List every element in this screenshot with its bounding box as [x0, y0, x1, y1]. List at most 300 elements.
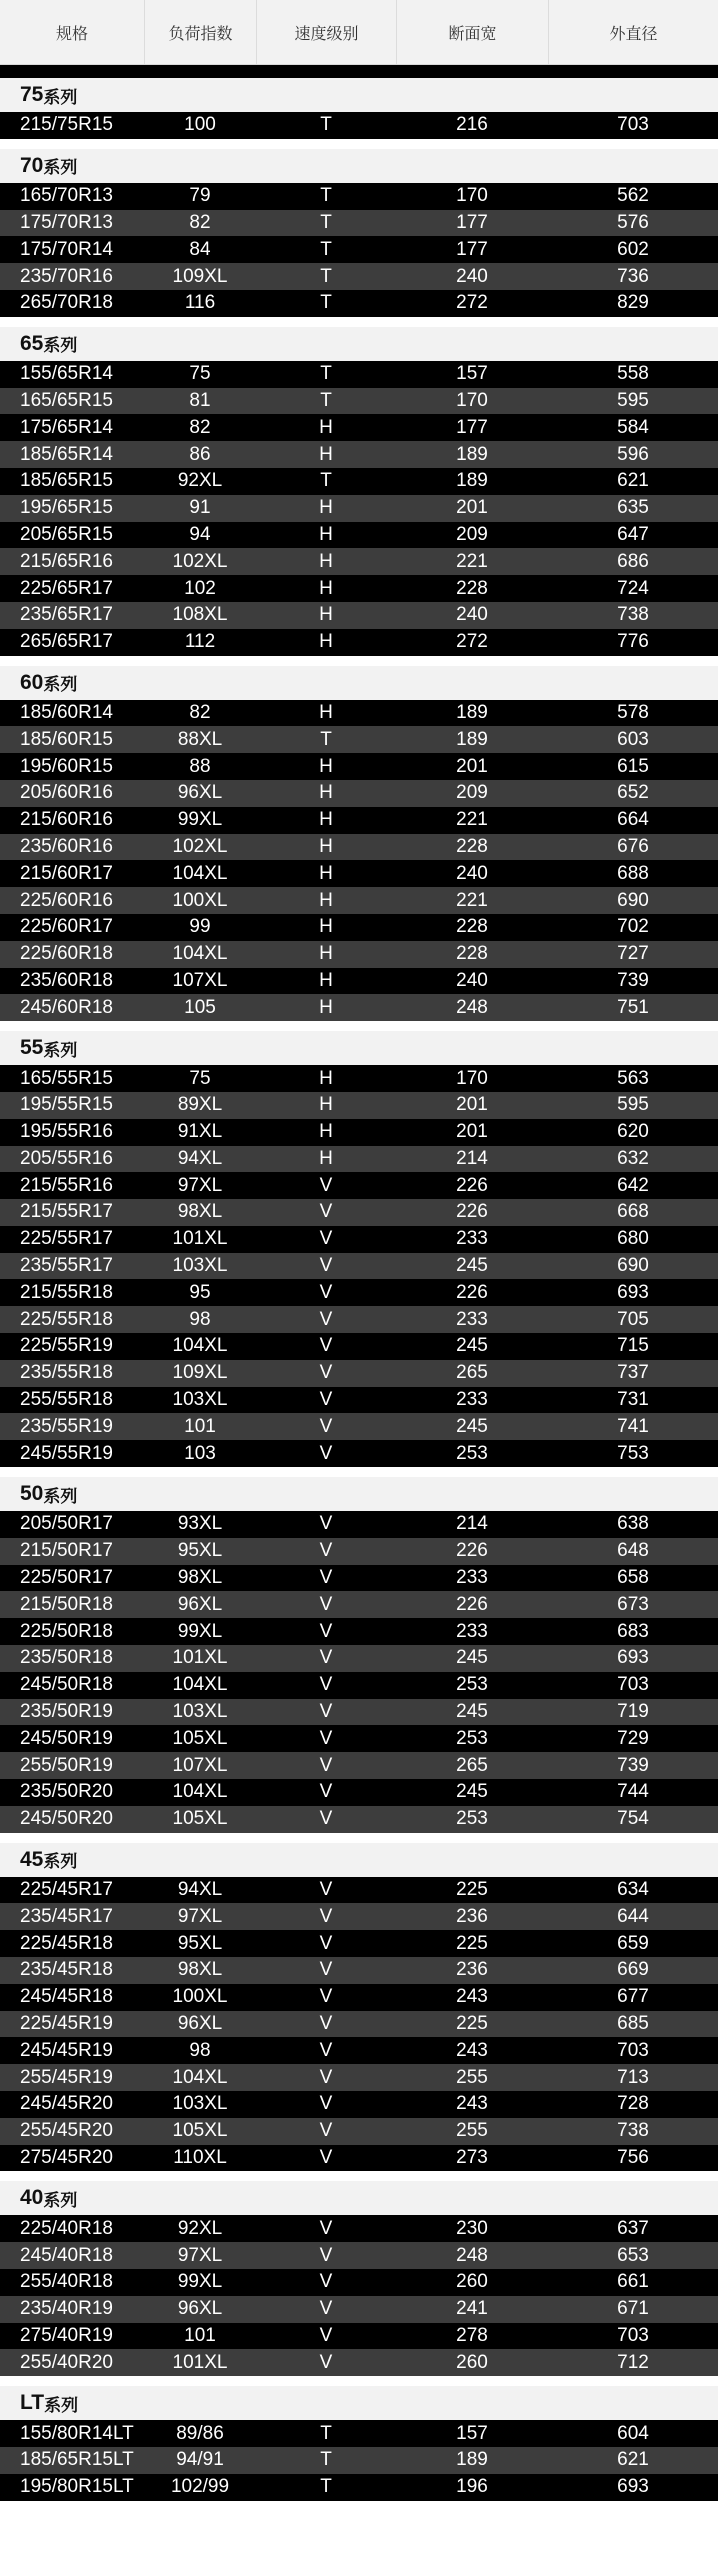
outer-diameter-cell: 680	[617, 1228, 649, 1250]
series-suffix: 系列	[44, 2395, 79, 2415]
speed-rating-cell: H	[319, 577, 333, 599]
load-index-cell: 102XL	[172, 550, 228, 572]
table-row	[0, 548, 718, 575]
spec-cell: 195/60R15	[20, 755, 113, 777]
outer-diameter-cell: 653	[617, 2244, 649, 2266]
section-width-cell: 278	[456, 2324, 488, 2346]
spec-cell: 245/50R18	[20, 1674, 113, 1696]
outer-diameter-cell: 683	[617, 1620, 649, 1642]
table-row	[0, 1279, 718, 1306]
spec-cell: 155/65R14	[20, 363, 113, 385]
load-index-cell: 103XL	[172, 1701, 228, 1723]
speed-rating-cell: V	[319, 1415, 333, 1437]
spec-cell: 235/60R18	[20, 969, 113, 991]
series-title	[0, 78, 718, 112]
group-spacer	[0, 656, 718, 666]
section-width-cell: 157	[456, 363, 488, 385]
speed-rating-cell: V	[319, 1255, 333, 1277]
speed-rating-cell: T	[320, 238, 332, 260]
outer-diameter-cell: 578	[617, 701, 649, 723]
table-row	[0, 1591, 718, 1618]
load-index-cell: 105	[184, 996, 216, 1018]
section-width-cell: 233	[456, 1308, 488, 1330]
section-width-cell: 226	[456, 1174, 488, 1196]
group-spacer	[0, 1021, 718, 1031]
table-row	[0, 1226, 718, 1253]
table-row	[0, 1618, 718, 1645]
table-row	[0, 1752, 718, 1779]
table-row	[0, 1253, 718, 1280]
load-index-cell: 103XL	[172, 1389, 228, 1411]
spec-cell: 185/65R15	[20, 470, 113, 492]
outer-diameter-cell: 685	[617, 2013, 649, 2034]
table-row	[0, 1065, 718, 1092]
spec-cell: 215/50R18	[20, 1593, 113, 1615]
spec-cell: 235/45R18	[20, 1959, 113, 1981]
outer-diameter-cell: 728	[617, 2093, 649, 2115]
load-index-cell: 99XL	[177, 1620, 223, 1642]
table-row	[0, 236, 718, 263]
series-title	[0, 149, 718, 183]
table-row	[0, 414, 718, 441]
spec-cell: 255/45R19	[20, 2066, 113, 2088]
spec-cell: 235/45R17	[20, 1905, 113, 1927]
section-width-cell: 209	[456, 523, 488, 545]
spec-cell: 245/45R19	[20, 2039, 113, 2061]
table-row	[0, 2118, 718, 2145]
spec-cell: 235/55R19	[20, 1415, 113, 1437]
speed-rating-cell: T	[320, 114, 332, 136]
speed-rating-cell: V	[319, 1308, 333, 1330]
speed-rating-cell: H	[319, 631, 333, 653]
section-width-cell: 240	[456, 604, 488, 626]
spec-cell: 215/55R16	[20, 1174, 113, 1196]
table-row	[0, 1957, 718, 1984]
section-width-cell: 255	[456, 2066, 488, 2088]
spec-cell: 175/70R13	[20, 211, 113, 233]
speed-rating-cell: H	[319, 604, 333, 626]
outer-diameter-cell: 712	[617, 2351, 649, 2373]
outer-diameter-cell: 693	[617, 2476, 649, 2498]
table-row	[0, 2064, 718, 2091]
outer-diameter-cell: 635	[617, 497, 649, 519]
section-width-cell: 189	[456, 2449, 488, 2471]
speed-rating-cell: V	[319, 2324, 333, 2346]
load-index-cell: 101XL	[172, 1647, 228, 1669]
load-index-cell: 94XL	[177, 1879, 223, 1901]
outer-diameter-cell: 713	[617, 2066, 649, 2088]
section-width-cell: 177	[456, 238, 488, 260]
outer-diameter-cell: 669	[617, 1959, 649, 1981]
table-row	[0, 753, 718, 780]
group-spacer	[0, 139, 718, 149]
load-index-cell: 102	[184, 577, 216, 599]
load-index-cell: 96XL	[177, 782, 223, 804]
table-row	[0, 2215, 718, 2242]
speed-rating-cell: V	[319, 2120, 333, 2142]
speed-rating-cell: T	[320, 2449, 332, 2471]
series-suffix: 系列	[43, 87, 78, 107]
section-width-cell: 189	[456, 728, 488, 750]
spec-cell: 225/50R17	[20, 1567, 113, 1589]
speed-rating-cell: T	[320, 292, 332, 314]
table-row	[0, 1199, 718, 1226]
speed-rating-cell: V	[319, 2244, 333, 2266]
spec-cell: 245/45R18	[20, 1986, 113, 2008]
outer-diameter-cell: 673	[617, 1593, 649, 1615]
outer-diameter-cell: 677	[617, 1986, 649, 2008]
section-width-cell: 253	[456, 1808, 488, 1830]
table-row	[0, 1511, 718, 1538]
spec-cell: 235/40R19	[20, 2298, 113, 2320]
table-row	[0, 1360, 718, 1387]
table-row	[0, 968, 718, 995]
table-row	[0, 1725, 718, 1752]
outer-diameter-cell: 638	[617, 1513, 649, 1535]
spec-cell: 255/40R18	[20, 2271, 113, 2293]
series-rows	[0, 2420, 718, 2500]
outer-diameter-cell: 738	[617, 604, 649, 626]
table-row	[0, 1806, 718, 1833]
outer-diameter-cell: 739	[617, 1754, 649, 1776]
load-index-cell: 95XL	[177, 1932, 223, 1954]
load-index-cell: 104XL	[172, 1335, 228, 1357]
section-width-cell: 265	[456, 1754, 488, 1776]
section-width-cell: 233	[456, 1389, 488, 1411]
spec-cell: 235/55R18	[20, 1362, 113, 1384]
outer-diameter-cell: 690	[617, 1255, 649, 1277]
speed-rating-cell: V	[319, 1754, 333, 1776]
section-width-cell: 253	[456, 1442, 488, 1464]
section-width-cell: 170	[456, 389, 488, 411]
speed-rating-cell: V	[319, 1567, 333, 1589]
outer-diameter-cell: 664	[617, 809, 649, 831]
series-number: 60	[20, 670, 44, 694]
section-width-cell: 225	[456, 1879, 488, 1901]
outer-diameter-cell: 756	[617, 2146, 649, 2168]
group-spacer	[0, 2171, 718, 2181]
outer-diameter-cell: 737	[617, 1362, 649, 1384]
table-row	[0, 2011, 718, 2038]
outer-diameter-cell: 576	[617, 211, 649, 233]
load-index-cell: 112	[184, 631, 216, 653]
load-index-cell: 98	[189, 2039, 211, 2061]
outer-diameter-cell: 751	[617, 996, 649, 1018]
spec-cell: 195/55R16	[20, 1121, 113, 1143]
section-width-cell: 209	[456, 782, 488, 804]
outer-diameter-cell: 603	[617, 728, 649, 750]
speed-rating-cell: V	[319, 1932, 333, 1954]
speed-rating-cell: V	[319, 1442, 333, 1464]
section-width-cell: 226	[456, 1201, 488, 1223]
spec-cell: 225/55R19	[20, 1335, 113, 1357]
speed-rating-cell: V	[319, 2066, 333, 2088]
table-row	[0, 1333, 718, 1360]
spec-cell: 225/45R18	[20, 1932, 113, 1954]
load-index-cell: 97XL	[177, 1905, 223, 1927]
speed-rating-cell: T	[320, 265, 332, 287]
load-index-cell: 88XL	[177, 728, 223, 750]
speed-rating-cell: V	[319, 1986, 333, 2008]
spec-cell: 265/70R18	[20, 292, 113, 314]
series-number: 55	[20, 1036, 44, 1060]
spec-cell: 165/65R15	[20, 389, 113, 411]
section-width-cell: 240	[456, 265, 488, 287]
outer-diameter-cell: 731	[617, 1389, 649, 1411]
outer-diameter-cell: 620	[617, 1121, 649, 1143]
series-suffix: 系列	[43, 1852, 78, 1872]
speed-rating-cell: V	[319, 1540, 333, 1562]
speed-rating-cell: V	[319, 2271, 333, 2293]
outer-diameter-cell: 754	[617, 1808, 649, 1830]
speed-rating-cell: V	[319, 2013, 333, 2034]
series-number: 75	[20, 83, 44, 106]
speed-rating-cell: V	[319, 1174, 333, 1196]
outer-diameter-cell: 595	[617, 389, 649, 411]
group-spacer	[0, 317, 718, 327]
section-width-cell: 228	[456, 577, 488, 599]
spec-cell: 215/55R17	[20, 1201, 113, 1223]
load-index-cell: 92XL	[177, 2217, 223, 2239]
section-width-cell: 228	[456, 835, 488, 857]
load-index-cell: 96XL	[177, 2013, 223, 2034]
outer-diameter-cell: 615	[617, 755, 649, 777]
outer-diameter-cell: 753	[617, 1442, 649, 1464]
outer-diameter-cell: 621	[617, 2449, 649, 2471]
section-width-cell: 221	[456, 809, 488, 831]
load-index-cell: 103XL	[172, 1255, 228, 1277]
table-row	[0, 1930, 718, 1957]
load-index-cell: 104XL	[172, 2066, 228, 2088]
table-row	[0, 629, 718, 656]
outer-diameter-cell: 738	[617, 2120, 649, 2142]
spec-cell: 205/50R17	[20, 1513, 113, 1535]
outer-diameter-cell: 634	[617, 1879, 649, 1901]
speed-rating-cell: V	[319, 2351, 333, 2373]
table-row	[0, 2091, 718, 2118]
table-row	[0, 1984, 718, 2011]
speed-rating-cell: V	[319, 2093, 333, 2115]
section-width-cell: 226	[456, 1593, 488, 1615]
table-row	[0, 1119, 718, 1146]
load-index-cell: 98XL	[177, 1201, 223, 1223]
load-index-cell: 102XL	[172, 835, 228, 857]
table-row	[0, 700, 718, 727]
load-index-cell: 94	[189, 523, 211, 545]
section-width-cell: 236	[456, 1959, 488, 1981]
load-index-cell: 99XL	[177, 2271, 223, 2293]
outer-diameter-cell: 668	[617, 1201, 649, 1223]
series-number: LT	[20, 2391, 45, 2415]
spec-cell: 205/65R15	[20, 523, 113, 545]
speed-rating-cell: H	[319, 835, 333, 857]
series-suffix: 系列	[43, 1040, 78, 1060]
series-rows	[0, 700, 718, 1022]
load-index-cell: 84	[189, 238, 211, 260]
table-row	[0, 2296, 718, 2323]
load-index-cell: 105XL	[172, 2120, 228, 2142]
section-width-cell: 272	[456, 631, 488, 653]
outer-diameter-cell: 703	[617, 2039, 649, 2061]
table-row	[0, 361, 718, 388]
spec-cell: 245/60R18	[20, 996, 113, 1018]
spec-cell: 215/60R16	[20, 809, 113, 831]
spec-cell: 225/45R17	[20, 1879, 113, 1901]
outer-diameter-cell: 647	[617, 523, 649, 545]
spec-cell: 255/40R20	[20, 2351, 113, 2373]
speed-rating-cell: V	[319, 1513, 333, 1535]
section-width-cell: 221	[456, 550, 488, 572]
header-divider	[0, 65, 718, 78]
table-row	[0, 575, 718, 602]
outer-diameter-cell: 703	[617, 114, 649, 136]
section-width-cell: 243	[456, 1986, 488, 2008]
spec-cell: 215/65R16	[20, 550, 113, 572]
spec-cell: 235/65R17	[20, 604, 113, 626]
table-row	[0, 1413, 718, 1440]
speed-rating-cell: V	[319, 1620, 333, 1642]
table-row	[0, 495, 718, 522]
section-width-cell: 230	[456, 2217, 488, 2239]
outer-diameter-cell: 584	[617, 416, 649, 438]
speed-rating-cell: H	[319, 969, 333, 991]
load-index-cell: 100	[184, 114, 216, 136]
load-index-cell: 82	[189, 416, 211, 438]
table-row	[0, 1645, 718, 1672]
series-title	[0, 327, 718, 361]
load-index-cell: 82	[189, 211, 211, 233]
spec-cell: 245/45R20	[20, 2093, 113, 2115]
section-width-cell: 260	[456, 2271, 488, 2293]
header-section-width: 断面宽	[396, 0, 548, 64]
spec-cell: 235/50R18	[20, 1647, 113, 1669]
speed-rating-cell: T	[320, 2422, 332, 2444]
table-row	[0, 1877, 718, 1904]
speed-rating-cell: V	[319, 1335, 333, 1357]
speed-rating-cell: H	[319, 1147, 333, 1169]
spec-cell: 255/50R19	[20, 1754, 113, 1776]
outer-diameter-cell: 776	[617, 631, 649, 653]
table-row	[0, 1699, 718, 1726]
section-width-cell: 245	[456, 1701, 488, 1723]
outer-diameter-cell: 632	[617, 1147, 649, 1169]
outer-diameter-cell: 739	[617, 969, 649, 991]
load-index-cell: 101	[184, 2324, 216, 2346]
spec-cell: 245/50R20	[20, 1808, 113, 1830]
load-index-cell: 75	[189, 1067, 211, 1089]
section-width-cell: 253	[456, 1674, 488, 1696]
speed-rating-cell: V	[319, 1701, 333, 1723]
load-index-cell: 109XL	[172, 1362, 228, 1384]
section-width-cell: 240	[456, 862, 488, 884]
section-width-cell: 245	[456, 1647, 488, 1669]
outer-diameter-cell: 703	[617, 2324, 649, 2346]
speed-rating-cell: V	[319, 2298, 333, 2320]
series-rows	[0, 1877, 718, 2172]
section-width-cell: 201	[456, 755, 488, 777]
load-index-cell: 116	[184, 292, 216, 314]
spec-cell: 195/80R15LT	[20, 2476, 134, 2498]
outer-diameter-cell: 563	[617, 1067, 649, 1089]
speed-rating-cell: V	[319, 1727, 333, 1749]
table-row	[0, 2323, 718, 2350]
spec-cell: 275/40R19	[20, 2324, 113, 2346]
table-row	[0, 112, 718, 139]
load-index-cell: 110XL	[173, 2146, 227, 2168]
spec-cell: 175/70R14	[20, 238, 113, 260]
speed-rating-cell: H	[319, 1094, 333, 1116]
speed-rating-cell: V	[319, 1674, 333, 1696]
outer-diameter-cell: 703	[617, 1674, 649, 1696]
spec-cell: 225/60R17	[20, 916, 113, 938]
series-rows	[0, 361, 718, 656]
outer-diameter-cell: 690	[617, 889, 649, 911]
speed-rating-cell: V	[319, 1879, 333, 1901]
table-row	[0, 1387, 718, 1414]
load-index-cell: 103XL	[172, 2093, 228, 2115]
load-index-cell: 108XL	[172, 604, 228, 626]
outer-diameter-cell: 676	[617, 835, 649, 857]
table-row	[0, 860, 718, 887]
table-row	[0, 1565, 718, 1592]
speed-rating-cell: T	[320, 363, 332, 385]
section-width-cell: 214	[456, 1147, 488, 1169]
section-width-cell: 233	[456, 1567, 488, 1589]
load-index-cell: 96XL	[177, 2298, 223, 2320]
spec-cell: 195/65R15	[20, 497, 113, 519]
speed-rating-cell: V	[319, 1647, 333, 1669]
spec-cell: 185/60R14	[20, 701, 113, 723]
load-index-cell: 102/99	[170, 2476, 230, 2498]
load-index-cell: 107XL	[172, 969, 228, 991]
table-row	[0, 1092, 718, 1119]
spec-cell: 215/55R18	[20, 1281, 113, 1303]
speed-rating-cell: V	[319, 1593, 333, 1615]
speed-rating-cell: T	[320, 2476, 332, 2498]
spec-cell: 205/60R16	[20, 782, 113, 804]
load-index-cell: 89XL	[177, 1094, 223, 1116]
series-title	[0, 1031, 718, 1065]
outer-diameter-cell: 642	[617, 1174, 649, 1196]
speed-rating-cell: V	[319, 1905, 333, 1927]
load-index-cell: 94XL	[177, 1147, 223, 1169]
series-rows	[0, 183, 718, 317]
table-row	[0, 2242, 718, 2269]
section-width-cell: 245	[456, 1335, 488, 1357]
section-width-cell: 248	[456, 996, 488, 1018]
series-rows	[0, 1511, 718, 1833]
speed-rating-cell: T	[320, 389, 332, 411]
table-row	[0, 887, 718, 914]
speed-rating-cell: V	[319, 1201, 333, 1223]
load-index-cell: 101	[184, 1415, 216, 1437]
load-index-cell: 105XL	[172, 1808, 228, 1830]
load-index-cell: 89/86	[176, 2422, 224, 2444]
group-spacer	[0, 2376, 718, 2386]
table-row	[0, 1672, 718, 1699]
spec-cell: 225/45R19	[20, 2013, 113, 2034]
speed-rating-cell: H	[319, 416, 333, 438]
table-row	[0, 994, 718, 1021]
speed-rating-cell: V	[319, 1228, 333, 1250]
spec-cell: 235/55R17	[20, 1255, 113, 1277]
outer-diameter-cell: 693	[617, 1647, 649, 1669]
outer-diameter-cell: 686	[617, 550, 649, 572]
section-width-cell: 225	[456, 2013, 488, 2034]
table-body	[0, 78, 718, 2501]
outer-diameter-cell: 702	[617, 916, 649, 938]
table-row	[0, 183, 718, 210]
